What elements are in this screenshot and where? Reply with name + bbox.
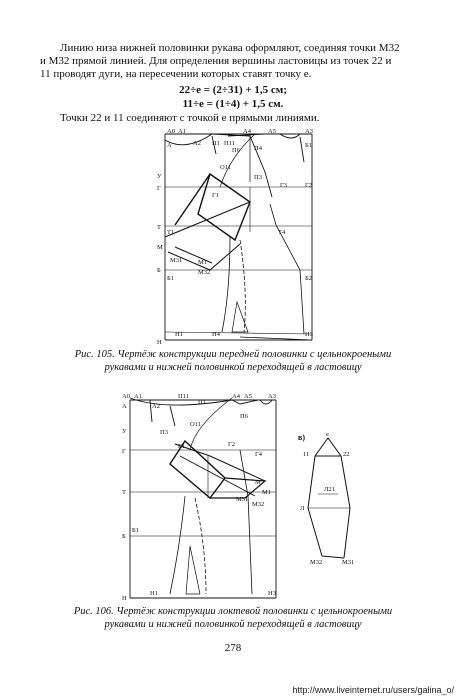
label-a5: А5 [244,393,252,400]
formula-2: 11÷е = (1÷4) + 1,5 см. [182,98,284,110]
caption-line: рукавами и нижней половинкой переходящей в ластовицу [104,619,362,630]
figure-106-drawing [0,386,466,604]
figure-106-caption [30,605,436,631]
label-b1: Б1 [305,142,312,149]
paragraph-line: Линию низа нижней половинки рукава оформляют, соединяя точки М32 [60,42,400,54]
label-a1: А1 [134,393,142,400]
label-e: е [326,431,329,438]
label-h3: Н3 [268,590,276,597]
label-m32: М32 [198,269,211,276]
label-p3: П3 [254,174,262,181]
label-m31: М31 [236,496,249,503]
label-m1: М1 [262,489,272,496]
label-y: У [157,173,162,180]
label-p1: П1 [212,140,220,147]
label-h1: Н1 [150,590,158,597]
label-g: Г [122,448,126,455]
label-l: Л [300,505,305,512]
label-a5: А5 [268,128,276,135]
label-t: Т [157,224,161,231]
label-h1: Н1 [175,331,183,338]
label-g: Г [157,185,161,192]
label-a1: А1 [178,128,186,135]
label-m: М [157,244,163,251]
label-b: Б [157,267,161,274]
label-g3: Г3 [280,182,288,189]
label-g1: Г1 [178,443,186,450]
label-b1: Б1 [132,527,139,534]
label-m: М [255,479,261,486]
label-b2: Б2 [305,275,312,282]
label-t: Т [122,489,126,496]
label-p11: П11 [224,140,235,147]
label-o11: О11 [190,421,201,428]
label-m31-gusset: М31 [342,559,355,566]
caption-line: рукавами и нижней половинкой переходящей в ластовицу [104,362,362,373]
label-g1: Г1 [212,192,220,199]
label-p6: П6 [240,413,248,420]
formula-1: 22÷е = (2÷31) + 1,5 см; [179,84,287,96]
label-a: А [122,403,127,410]
label-y: У [122,428,127,435]
label-a0: А0 [122,393,130,400]
paragraph-1 [40,42,432,81]
label-m1: М1 [198,259,208,266]
label-h: Н [122,595,127,602]
label-h: Н [157,339,162,346]
label-l21: Л21 [324,486,335,493]
label-o11: О11 [220,164,231,171]
label-p6: П6 [232,147,240,154]
label-g2: Г2 [228,441,236,448]
label-a: А [167,142,172,149]
label-h4: Н4 [212,331,220,338]
label-p3: П3 [160,429,168,436]
caption-line: Рис. 105. Чертёж конструкции передней половинки с цельнокроеными [74,349,392,360]
label-p1: П1 [198,399,206,406]
label-m32-gusset: М32 [310,559,323,566]
label-a2: А2 [152,403,160,410]
page-number: 278 [224,642,242,654]
label-t1: Т1 [167,229,175,236]
paragraph-line: 11 проводят дуги, на пересечении которых ставят точку е. [40,68,312,80]
label-g4: Г4 [255,451,263,458]
label-p4: П4 [254,145,262,152]
footer-url[interactable]: http://www.liveinternet.ru/users/galina_o/ [292,685,454,695]
label-a3: А3 [268,393,276,400]
figure-105-caption [30,348,436,374]
label-a3: А3 [305,128,313,135]
label-v: в) [298,433,305,442]
label-b1-left: Б1 [167,275,174,282]
paragraph-2: Точки 22 и 11 соединяют с точкой е прямыми линиями. [60,112,320,124]
label-b: Б [122,533,126,540]
label-m32: М32 [252,501,265,508]
label-p11: П11 [178,393,189,400]
label-h3: Н3 [305,331,313,338]
figure-105-drawing [0,122,466,348]
label-g2: Г2 [305,182,313,189]
label-a4: А4 [232,393,240,400]
label-m31: М31 [170,257,183,264]
label-11: 11 [303,451,310,458]
label-a0: А0 [167,128,175,135]
label-a2: А2 [193,140,201,147]
label-22: 22 [343,451,350,458]
caption-line: Рис. 106. Чертёж конструкции локтевой половинки с цельнокроеными [73,606,393,617]
label-t4: Т4 [278,229,286,236]
paragraph-line: и М32 прямой линией. Для определения вершины ластовицы из точек 22 и [40,55,392,67]
label-a4: А4 [243,128,251,135]
